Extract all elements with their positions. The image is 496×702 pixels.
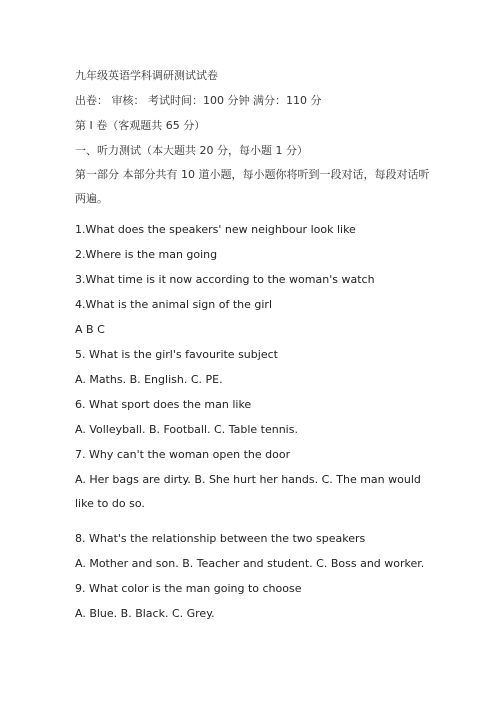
question-4: 4.What is the animal sign of the girl <box>75 298 273 311</box>
question-4-options: A B C <box>75 323 105 336</box>
question-5: 5. What is the girl's favourite subject <box>75 348 278 361</box>
question-9: 9. What color is the man going to choose <box>75 582 302 595</box>
document-title: 九年级英语学科调研测试试卷 <box>75 69 218 82</box>
question-5-options: A. Maths. B. English. C. PE. <box>75 373 223 386</box>
question-9-options: A. Blue. B. Black. C. Grey. <box>75 607 215 620</box>
question-7: 7. Why can't the woman open the door <box>75 448 291 461</box>
section-intro: 第一部分 本部分共有 10 道小题，每小题你将听到一段对话，每段对话听两遍。 <box>75 168 430 205</box>
exam-meta: 出卷： 审核： 考试时间：100 分钟 满分：110 分 <box>75 94 322 107</box>
question-7-options: A. Her bags are dirty. B. She hurt her hands. C. The man would like to do so. <box>75 473 421 510</box>
question-6: 6. What sport does the man like <box>75 398 252 411</box>
part-heading: 第 I 卷（客观题共 65 分） <box>75 119 206 132</box>
question-8-options: A. Mother and son. B. Teacher and student. C. Boss and worker. <box>75 557 425 570</box>
section-heading: 一、听力测试（本大题共 20 分，每小题 1 分） <box>75 144 308 157</box>
question-8: 8. What's the relationship between the two speakers <box>75 532 366 545</box>
question-1: 1.What does the speakers' new neighbour look like <box>75 223 356 236</box>
question-2: 2.Where is the man going <box>75 248 218 261</box>
question-3: 3.What time is it now according to the woman's watch <box>75 273 375 286</box>
question-6-options: A. Volleyball. B. Football. C. Table tennis. <box>75 423 298 436</box>
